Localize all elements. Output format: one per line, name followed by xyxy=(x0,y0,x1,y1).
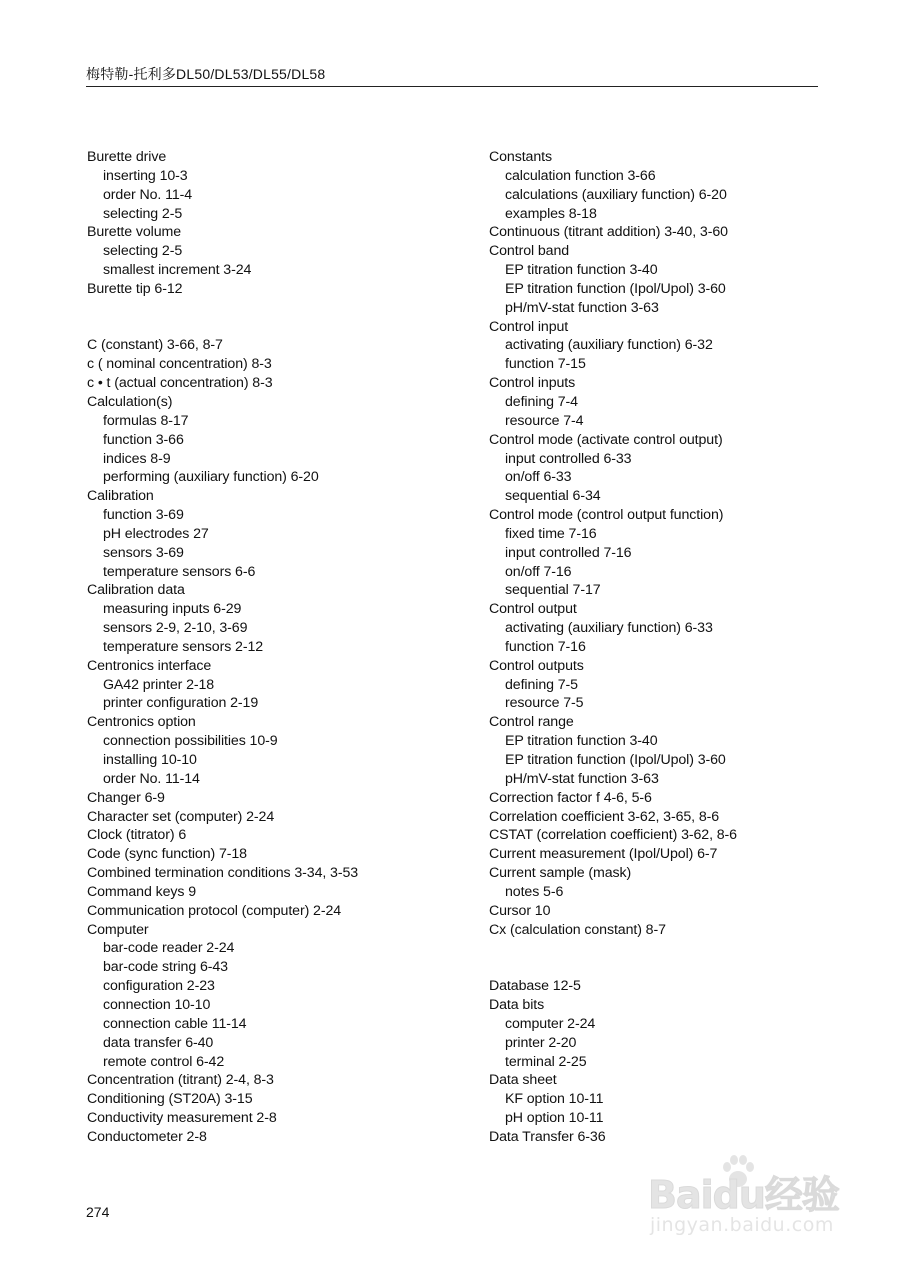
index-entry: c • t (actual concentration) 8-3 xyxy=(87,375,273,392)
watermark-url: jingyan.baidu.com xyxy=(650,1214,834,1236)
index-entry: Centronics interface xyxy=(87,657,212,674)
index-subentry: selecting 2-5 xyxy=(103,205,183,222)
index-subentry: configuration 2-23 xyxy=(103,978,215,995)
index-subentry: EP titration function (Ipol/Upol) 3-60 xyxy=(505,752,726,768)
index-entry: Burette tip 6-12 xyxy=(87,280,183,297)
index-subentry: EP titration function 3-40 xyxy=(505,262,658,279)
index-entry: Cx (calculation constant) 8-7 xyxy=(489,921,666,938)
index-subentry: data transfer 6-40 xyxy=(103,1034,214,1051)
index-subentry: performing (auxiliary function) 6-20 xyxy=(103,469,319,486)
index-spacer xyxy=(489,958,879,977)
index-subentry: order No. 11-4 xyxy=(103,186,193,203)
index-entry: Calculation(s) xyxy=(87,393,173,410)
index-subentry: GA42 printer 2-18 xyxy=(103,676,215,693)
index-subentry: connection 10-10 xyxy=(103,996,211,1013)
index-entry: Command keys 9 xyxy=(87,883,196,900)
index-entry: Control outputs xyxy=(489,657,584,674)
index-entry: Control output xyxy=(489,601,577,618)
index-subentry: computer 2-24 xyxy=(505,1015,596,1032)
index-subentry: on/off 6-33 xyxy=(505,469,572,486)
index-subentry: KF option 10-11 xyxy=(505,1091,604,1108)
index-entry: Database 12-5 xyxy=(489,978,581,995)
index-subentry: printer 2-20 xyxy=(505,1034,577,1051)
index-subentry: activating (auxiliary function) 6-33 xyxy=(505,620,713,637)
index-entry: Constants xyxy=(489,149,552,165)
index-entry: Control input xyxy=(489,318,569,335)
index-subentry: temperature sensors 2-12 xyxy=(103,638,264,655)
index-subentry: bar-code reader 2-24 xyxy=(103,940,235,957)
index-subentry: connection possibilities 10-9 xyxy=(103,733,278,750)
running-header xyxy=(86,64,818,87)
index-spacer xyxy=(87,318,477,337)
index-entry: Control range xyxy=(489,714,574,731)
index-subentry: input controlled 6-33 xyxy=(505,450,632,467)
index-subentry: bar-code string 6-43 xyxy=(103,959,228,976)
index-entry: Control band xyxy=(489,243,570,260)
index-entry: Correction factor f 4-6, 5-6 xyxy=(489,789,652,806)
page-number: 274 xyxy=(86,1204,110,1220)
index-subentry: defining 7-4 xyxy=(505,393,578,410)
index-subentry: installing 10-10 xyxy=(103,752,197,768)
index-entry: Data bits xyxy=(489,996,545,1013)
index-entry: Conductivity measurement 2-8 xyxy=(87,1110,277,1127)
index-subentry: calculations (auxiliary function) 6-20 xyxy=(505,186,727,203)
index-subentry: sensors 2-9, 2-10, 3-69 xyxy=(103,620,248,637)
index-entry: Current measurement (Ipol/Upol) 6-7 xyxy=(489,846,718,863)
index-subentry: sensors 3-69 xyxy=(103,544,184,561)
index-subentry: formulas 8-17 xyxy=(103,412,189,429)
index-spacer xyxy=(489,939,879,958)
watermark xyxy=(648,1152,858,1242)
index-subentry: function 7-15 xyxy=(505,356,586,373)
index-subentry: resource 7-4 xyxy=(505,412,584,429)
index-subentry: notes 5-6 xyxy=(505,883,564,900)
index-subentry: printer configuration 2-19 xyxy=(103,695,259,712)
index-entry: CSTAT (correlation coefficient) 3-62, 8-6 xyxy=(489,827,737,844)
watermark-logo: Baidu经验 xyxy=(648,1173,839,1217)
index-entry: Conditioning (ST20A) 3-15 xyxy=(87,1091,253,1108)
index-subentry: function 3-66 xyxy=(103,431,184,448)
index-entry: C (constant) 3-66, 8-7 xyxy=(87,337,223,354)
index-subentry: fixed time 7-16 xyxy=(505,525,597,542)
index-entry: Changer 6-9 xyxy=(87,789,165,806)
index-subentry: connection cable 11-14 xyxy=(103,1015,247,1032)
index-subentry: pH/mV-stat function 3-63 xyxy=(505,299,659,316)
index-subentry: EP titration function 3-40 xyxy=(505,733,658,750)
index-subentry: examples 8-18 xyxy=(505,205,597,222)
index-entry: Current sample (mask) xyxy=(489,865,632,882)
index-subentry: remote control 6-42 xyxy=(103,1053,225,1070)
index-entry: c ( nominal concentration) 8-3 xyxy=(87,356,272,373)
index-entry: Continuous (titrant addition) 3-40, 3-60 xyxy=(489,224,728,241)
index-entry: Control mode (activate control output) xyxy=(489,431,723,448)
index-entry: Control mode (control output function) xyxy=(489,507,724,524)
index-subentry: function 3-69 xyxy=(103,507,184,524)
index-subentry: terminal 2-25 xyxy=(505,1053,587,1070)
index-subentry: calculation function 3-66 xyxy=(505,167,656,184)
index-entry: Centronics option xyxy=(87,714,196,731)
index-subentry: pH/mV-stat function 3-63 xyxy=(505,770,659,787)
index-entry: Combined termination conditions 3-34, 3-53 xyxy=(87,865,359,882)
header-title: 梅特勒-托利多DL50/DL53/DL55/DL58 xyxy=(86,66,326,82)
index-entry: Correlation coefficient 3-62, 3-65, 8-6 xyxy=(489,808,720,825)
index-entry: Conductometer 2-8 xyxy=(87,1128,207,1145)
index-subentry: pH option 10-11 xyxy=(505,1110,604,1127)
index-subentry: input controlled 7-16 xyxy=(505,544,632,561)
index-entry: Character set (computer) 2-24 xyxy=(87,808,275,825)
index-subentry: function 7-16 xyxy=(505,638,586,655)
index-entry: Data Transfer 6-36 xyxy=(489,1128,606,1145)
index-entry: Data sheet xyxy=(489,1072,557,1089)
index-spacer xyxy=(87,299,477,318)
index-subentry: measuring inputs 6-29 xyxy=(103,601,242,618)
index-subentry: pH electrodes 27 xyxy=(103,525,209,542)
index-subentry: activating (auxiliary function) 6-32 xyxy=(505,337,713,354)
index-subentry: on/off 7-16 xyxy=(505,563,572,580)
index-subentry: EP titration function (Ipol/Upol) 3-60 xyxy=(505,280,726,297)
index-subentry: defining 7-5 xyxy=(505,676,578,693)
index-entry: Concentration (titrant) 2-4, 8-3 xyxy=(87,1072,274,1089)
index-entry: Burette drive xyxy=(87,149,167,165)
index-subentry: resource 7-5 xyxy=(505,695,584,712)
index-entry: Cursor 10 xyxy=(489,902,551,919)
index-entry: Calibration data xyxy=(87,582,185,599)
index-entry: Calibration xyxy=(87,488,154,505)
index-column-right xyxy=(489,148,879,1147)
index-subentry: sequential 6-34 xyxy=(505,488,601,505)
index-subentry: temperature sensors 6-6 xyxy=(103,563,256,580)
index-entry: Code (sync function) 7-18 xyxy=(87,846,247,863)
index-entry: Clock (titrator) 6 xyxy=(87,827,187,844)
index-entry: Communication protocol (computer) 2-24 xyxy=(87,902,342,919)
index-subentry: sequential 7-17 xyxy=(505,582,601,599)
index-entry: Computer xyxy=(87,921,149,938)
index-subentry: smallest increment 3-24 xyxy=(103,262,252,279)
index-subentry: inserting 10-3 xyxy=(103,167,188,184)
index-subentry: order No. 11-14 xyxy=(103,770,200,787)
index-entry: Control inputs xyxy=(489,375,576,392)
index-entry: Burette volume xyxy=(87,224,182,241)
index-subentry: selecting 2-5 xyxy=(103,243,183,260)
index-column-left xyxy=(87,148,477,1147)
index-subentry: indices 8-9 xyxy=(103,450,171,467)
